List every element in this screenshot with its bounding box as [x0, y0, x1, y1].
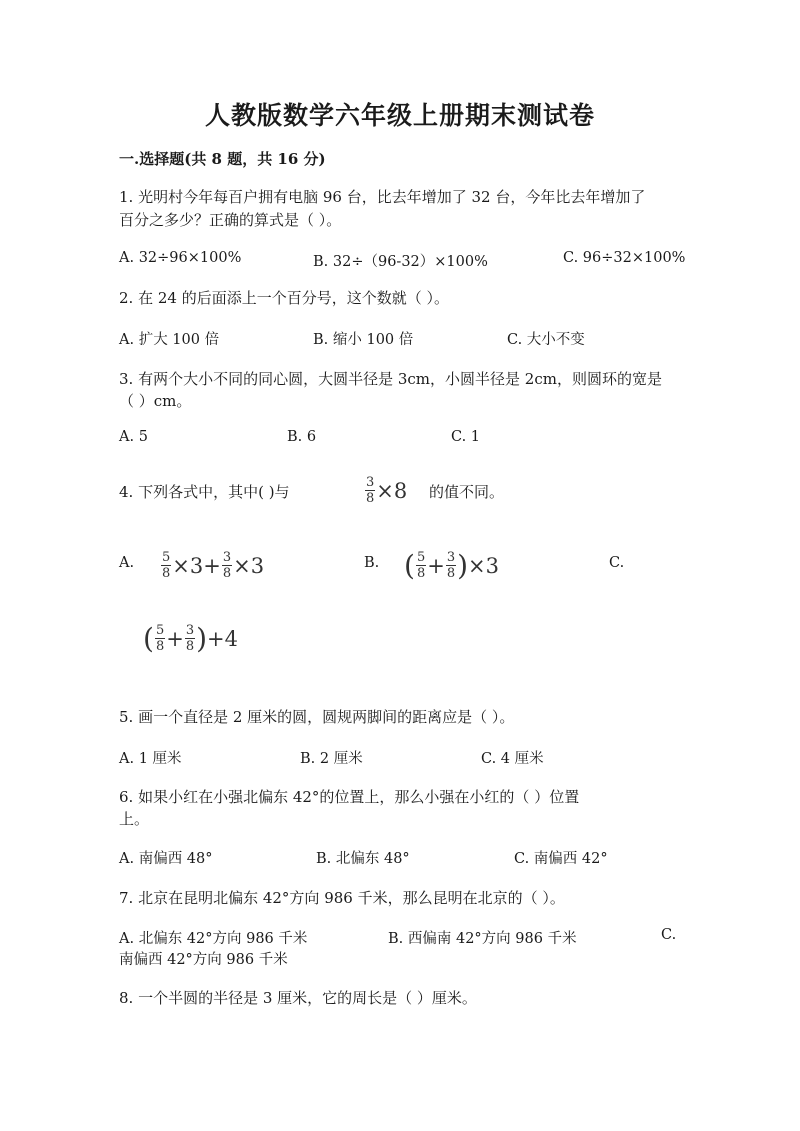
expression-operator: + — [427, 553, 445, 578]
page-title: 人教版数学六年级上册期末测试卷 — [204, 101, 595, 130]
question-3-option-a: A. 5 — [119, 429, 148, 445]
fraction — [155, 624, 165, 653]
question-5-option-c: C. 4 厘米 — [481, 751, 544, 767]
question-4-text: 4. 下列各式中，其中( )与 — [119, 483, 290, 501]
fraction-denominator: 8 — [416, 566, 426, 581]
question-7-option-a: A. 北偏东 42°方向 986 千米 — [119, 931, 308, 947]
fraction-numerator: 3 — [222, 550, 232, 565]
question-4-expression — [364, 476, 407, 505]
question-3-option-c: C. 1 — [451, 429, 481, 445]
question-3-option-b: B. 6 — [287, 429, 317, 445]
fraction-denominator: 8 — [162, 566, 171, 581]
fraction — [416, 551, 426, 580]
question-1-text-line1: 1. 光明村今年每百户拥有电脑 96 台，比去年增加了 32 台，今年比去年增加了 — [119, 188, 646, 206]
fraction — [446, 551, 456, 580]
question-2-option-b: B. 缩小 100 倍 — [313, 332, 414, 348]
expression-operator: ×3+ — [172, 553, 221, 578]
fraction-numerator: 3 — [366, 475, 375, 490]
question-7-text: 7. 北京在昆明北偏东 42°方向 986 千米，那么昆明在北京的（ ）。 — [119, 889, 565, 907]
question-8-text: 8. 一个半圆的半径是 3 厘米，它的周长是（ ）厘米。 — [119, 989, 477, 1007]
left-paren: ( — [143, 621, 154, 655]
question-2-option-c: C. 大小不变 — [507, 332, 585, 348]
question-6-text-line1: 6. 如果小红在小强北偏东 42°的位置上，那么小强在小红的（ ）位置 — [119, 788, 580, 806]
question-6-text-line2: 上。 — [119, 810, 150, 828]
question-1-text-line2: 百分之多少？正确的算式是（ ）。 — [119, 211, 342, 229]
expression-operator: +4 — [207, 626, 239, 651]
question-4-option-c-expression — [143, 621, 239, 655]
right-paren: ) — [196, 621, 208, 655]
question-6-option-b: B. 北偏东 48° — [316, 851, 410, 867]
question-7-option-c-label: C. — [661, 927, 677, 943]
question-2-text: 2. 在 24 的后面添上一个百分号，这个数就（ ）。 — [119, 289, 449, 307]
fraction-numerator: 3 — [446, 550, 456, 565]
left-paren: ( — [404, 548, 415, 582]
question-5-text: 5. 画一个直径是 2 厘米的圆，圆规两脚间的距离应是（ ）。 — [119, 708, 515, 726]
question-2-option-a: A. 扩大 100 倍 — [119, 332, 220, 348]
fraction-denominator: 8 — [155, 639, 165, 654]
expression-operator: + — [166, 626, 184, 651]
fraction-numerator: 5 — [416, 550, 426, 565]
fraction — [365, 476, 375, 505]
question-1-option-a: A. 32÷96×100% — [119, 250, 242, 266]
question-3-text-line1: 3. 有两个大小不同的同心圆，大圆半径是 3cm，小圆半径是 2cm，则圆环的宽是 — [119, 370, 662, 388]
question-4-text-tail: 的值不同。 — [429, 483, 505, 501]
fraction-numerator: 3 — [185, 623, 195, 638]
question-7-option-c: 南偏西 42°方向 986 千米 — [119, 952, 288, 968]
fraction — [185, 624, 195, 653]
question-7-option-b: B. 西偏南 42°方向 986 千米 — [388, 931, 577, 947]
question-3-text-line2: （ ）cm。 — [119, 392, 192, 410]
question-1-option-b: B. 32÷（96-32）×100% — [313, 254, 488, 270]
fraction-denominator: 8 — [366, 491, 375, 506]
right-paren: ) — [457, 548, 469, 582]
question-4-option-a-expression — [160, 551, 264, 580]
expression-operator: ×3 — [233, 553, 265, 578]
fraction-denominator: 8 — [222, 566, 232, 581]
expression-rest: ×8 — [376, 478, 408, 503]
question-4-option-a-label: A. — [119, 555, 135, 571]
section-heading: 一.选择题(共 8 题，共 16 分) — [119, 150, 326, 168]
question-1-option-c: C. 96÷32×100% — [563, 250, 686, 266]
fraction — [161, 551, 171, 580]
question-4-option-b-expression — [404, 548, 500, 582]
question-4-option-c-label: C. — [609, 555, 625, 571]
expression-operator: ×3 — [468, 553, 500, 578]
question-4-option-b-label: B. — [364, 555, 380, 571]
question-6-option-c: C. 南偏西 42° — [514, 851, 608, 867]
fraction — [222, 551, 232, 580]
fraction-denominator: 8 — [185, 639, 195, 654]
question-5-option-b: B. 2 厘米 — [300, 751, 363, 767]
fraction-numerator: 5 — [162, 550, 171, 565]
question-5-option-a: A. 1 厘米 — [119, 751, 182, 767]
question-6-option-a: A. 南偏西 48° — [119, 851, 213, 867]
fraction-denominator: 8 — [446, 566, 456, 581]
fraction-numerator: 5 — [155, 623, 165, 638]
